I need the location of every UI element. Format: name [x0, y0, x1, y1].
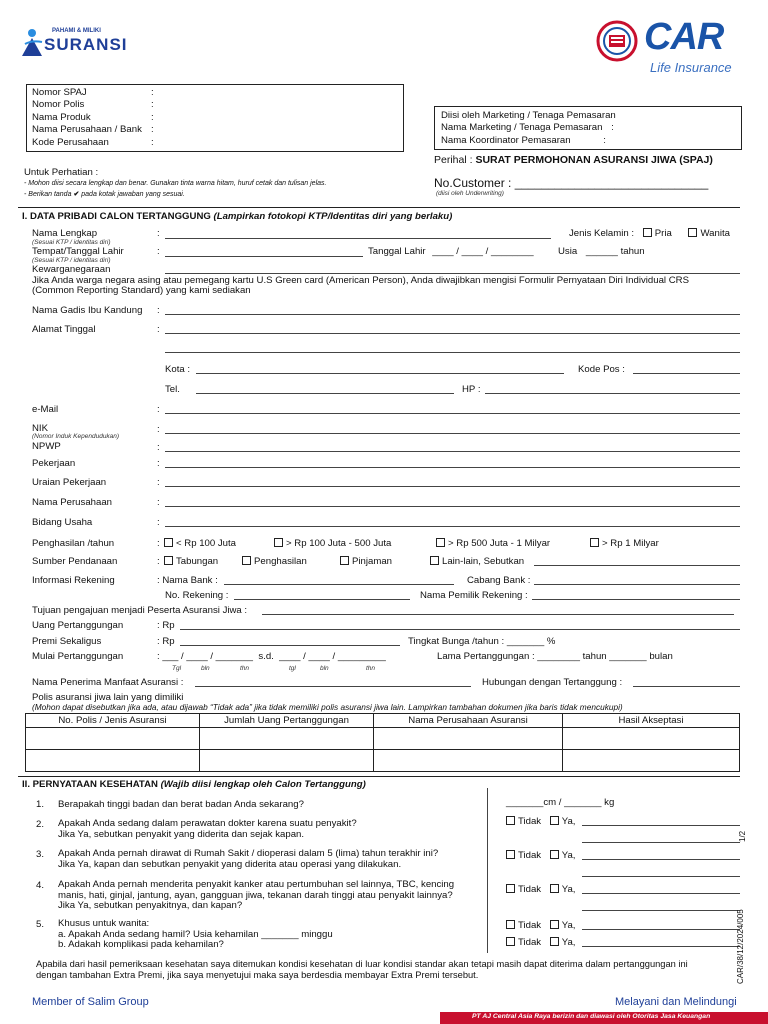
penghasilan-opt-4[interactable]: > Rp 1 Milyar	[590, 538, 659, 549]
marketing-coord-label: Nama Koordinator Pemasaran	[441, 134, 571, 146]
sumber-opt-lain[interactable]: Lain-lain, Sebutkan	[430, 556, 524, 567]
checkmark-icon: ✔	[73, 191, 80, 198]
label-mulai: Mulai Pertanggungan	[32, 651, 124, 662]
label-rekening: Informasi Rekening	[32, 575, 115, 586]
sumber-opt-pinjaman[interactable]: Pinjaman	[340, 556, 392, 567]
label-ttl: Tempat/Tanggal Lahir	[32, 246, 124, 257]
perihal-label: Perihal :	[434, 154, 476, 166]
label-penghasilan: Penghasilan /tahun	[32, 538, 115, 549]
q3-answer: Tidak Ya,	[506, 850, 575, 861]
q4-text: Apakah Anda pernah menderita penyakit kanker atau pertumbuhan sel lainnya, TBC, kencing manis, hati, ginjal, jantung, ayan, gangguan jiwa, tekanan darah tinggi atau penyakit lainnya? Jika Ya, sebutkan penyakitnya, dan kapan?	[58, 879, 455, 911]
section-1-subtitle: (Lampirkan fotokopi KTP/Identitas diri yang berlaku)	[213, 211, 453, 222]
label-penerima: Nama Penerima Manfaat Asuransi :	[32, 677, 184, 688]
footer-slogan: Melayani dan Melindungi	[615, 996, 737, 1008]
table-row[interactable]	[26, 728, 740, 750]
footer-legal: PT AJ Central Asia Raya berizin dan diawasi oleh Otoritas Jasa Keuangan	[472, 1013, 711, 1020]
polis-lain-table	[25, 713, 740, 772]
q3-number: 3.	[36, 849, 45, 860]
gadis-field[interactable]	[165, 314, 740, 315]
attention-line-2-a: - Berikan tanda	[24, 191, 72, 198]
customer-note: (diisi oleh Underwriting)	[436, 190, 504, 197]
tingkat-bunga[interactable]: Tingkat Bunga /tahun : _______ %	[408, 636, 556, 647]
label-no-rekening: No. Rekening :	[165, 590, 229, 601]
q2-field-1[interactable]	[582, 825, 740, 826]
label-kode-pos: Kode Pos :	[578, 364, 625, 375]
q1-number: 1.	[36, 799, 45, 810]
ttl-field[interactable]	[165, 256, 363, 257]
section-2-title	[22, 779, 366, 790]
attention-title: Untuk Perhatian :	[24, 167, 99, 178]
q2-text: Apakah Anda sedang dalam perawatan dokter karena suatu penyakit? Jika Ya, sebutkan penyakit yang diderita dan sejak kapan.	[58, 818, 357, 840]
asuransi-logo-mark-icon	[20, 28, 44, 58]
usia	[558, 246, 645, 257]
q5b-tidak-checkbox[interactable]	[506, 937, 515, 946]
attention-line-2-b: pada kotak jawaban yang sesuai.	[81, 191, 185, 198]
pria-label: Pria	[654, 228, 672, 239]
date-hint: thn	[240, 665, 250, 672]
nik-field[interactable]	[165, 433, 740, 434]
penghasilan-opt-3[interactable]: > Rp 500 Juta - 1 Milyar	[436, 538, 550, 549]
tahun-label: tahun	[620, 246, 645, 257]
label-nik: NIK	[32, 423, 48, 434]
info-colon: :	[151, 99, 154, 111]
nama-bank-field[interactable]	[224, 584, 454, 585]
q5b-field[interactable]	[582, 946, 740, 947]
label-gadis: Nama Gadis Ibu Kandung	[32, 305, 143, 316]
info-item-label: Nomor Polis	[32, 99, 85, 111]
q4-number: 4.	[36, 880, 45, 891]
perusahaan-field[interactable]	[165, 506, 740, 507]
q5b-ya-checkbox[interactable]	[550, 937, 559, 946]
date-hint: tgl	[289, 665, 296, 672]
marketing-title: Diisi oleh Marketing / Tenaga Pemasaran	[441, 110, 616, 121]
table-header: No. Polis / Jenis Asuransi	[26, 714, 200, 728]
q5a-answer: Tidak Ya,	[506, 920, 575, 931]
kewarganegaraan-field[interactable]	[165, 273, 740, 274]
label-tujuan: Tujuan pengajuan menjadi Peserta Asuransi Jiwa :	[32, 605, 248, 616]
sumber-lain-field[interactable]	[534, 565, 740, 566]
penghasilan-opt-2[interactable]: > Rp 100 Juta - 500 Juta	[274, 538, 391, 549]
closing-statement: Apabila dari hasil pemeriksaan kesehatan saya ditemukan kondisi kesehatan di luar kondisi standar akan tetapi masih dapat diterima dalam pertanggungan ini dengan tambahan Extra Premi, jika saya menyetujui maka saya berdesdia membayar Extra Premi tersebut.	[36, 959, 688, 980]
q2-field-2[interactable]	[582, 842, 740, 843]
q5a-tidak-checkbox[interactable]	[506, 920, 515, 929]
pria-checkbox[interactable]	[643, 228, 652, 237]
label-tel: Tel.	[165, 384, 180, 395]
footer-member: Member of Salim Group	[32, 996, 149, 1008]
kode-pos-field[interactable]	[633, 373, 740, 374]
jenis-kelamin	[569, 228, 730, 239]
asuransi-logo	[20, 22, 128, 62]
tanggal-lahir-label: Tanggal Lahir	[368, 246, 426, 257]
label-alamat: Alamat Tinggal	[32, 324, 96, 335]
label-perusahaan: Nama Perusahaan	[32, 497, 112, 508]
usia-label: Usia	[558, 246, 578, 257]
marketing-name-label: Nama Marketing / Tenaga Pemasaran	[441, 122, 603, 134]
marketing-box	[434, 106, 742, 150]
up-field[interactable]	[180, 629, 740, 630]
info-colon: :	[151, 124, 154, 136]
wanita-checkbox[interactable]	[688, 228, 697, 237]
hubungan-field[interactable]	[633, 686, 740, 687]
form-code: CAR/38/12/2024/005	[736, 909, 745, 984]
polis-note: (Mohon dapat disebutkan jika ada, atau dijawab “Tidak ada” jika tidak memiliki polis asuransi jiwa lain. Lampirkan tambahan dokumen jika baris tidak mencukupi)	[32, 702, 623, 712]
jenis-kelamin-label: Jenis Kelamin :	[569, 228, 635, 239]
perihal-value: SURAT PERMOHONAN ASURANSI JIWA (SPAJ)	[475, 154, 713, 166]
customer-field[interactable]: _____________________________	[514, 176, 709, 190]
section-1-title	[22, 211, 452, 222]
q5a-ya-checkbox[interactable]	[550, 920, 559, 929]
kota-field[interactable]	[196, 373, 564, 374]
table-row[interactable]	[26, 750, 740, 772]
perihal	[434, 154, 713, 166]
q2-answer: Tidak Ya,	[506, 816, 575, 827]
alamat-field-2[interactable]	[165, 352, 740, 353]
label-hubungan: Hubungan dengan Tertanggung :	[482, 677, 623, 688]
life-insurance-label: Life Insurance	[650, 60, 732, 75]
label-npwp: NPWP	[32, 441, 61, 452]
q4-tidak-checkbox[interactable]	[506, 884, 515, 893]
hp-field[interactable]	[485, 393, 740, 394]
pemilik-field[interactable]	[532, 599, 740, 600]
label-email: e-Mail	[32, 404, 59, 415]
info-item-label: Kode Perusahaan	[32, 136, 109, 148]
tanggal-lahir-field[interactable]: ____ / ____ / ________	[432, 246, 534, 257]
sumber-opt-tabungan[interactable]: Tabungan	[164, 556, 218, 567]
ktp-note-2: (Sesuai KTP / identitas diri)	[32, 257, 111, 264]
label-premi: Premi Sekaligus	[32, 636, 102, 647]
pekerjaan-field[interactable]	[165, 467, 740, 468]
q2-number: 2.	[36, 819, 45, 830]
section-2-subtitle: (Wajib diisi lengkap oleh Calon Tertanggung)	[160, 779, 366, 790]
attention-line-2	[24, 190, 185, 198]
date-hint: bln	[201, 665, 210, 672]
q2-tidak-checkbox[interactable]	[506, 816, 515, 825]
q2-ya-checkbox[interactable]	[550, 816, 559, 825]
customer-number	[434, 176, 708, 190]
info-colon: :	[151, 136, 154, 148]
section-2-heading: II. PERNYATAAN KESEHATAN	[22, 779, 158, 790]
label-bidang: Bidang Usaha	[32, 517, 93, 528]
info-colon: :	[151, 87, 154, 98]
nik-note: (Nomor Induk Kependudukan)	[32, 433, 120, 440]
q3-ya-checkbox[interactable]	[550, 850, 559, 859]
table-header: Hasil Akseptasi	[563, 714, 740, 728]
table-header: Jumlah Uang Pertanggungan	[200, 714, 374, 728]
bidang-field[interactable]	[165, 526, 740, 527]
tujuan-field[interactable]	[262, 614, 734, 615]
npwp-field[interactable]	[165, 451, 740, 452]
car-logo	[596, 18, 746, 78]
tel-field[interactable]	[196, 393, 454, 394]
ktp-note: (Sesuai KTP / identitas diri)	[32, 239, 111, 246]
info-item-label: Nama Perusahaan / Bank	[32, 124, 142, 136]
label-cabang-bank: Cabang Bank :	[467, 575, 531, 586]
penerima-field[interactable]	[195, 686, 471, 687]
up-prefix: : Rp	[157, 620, 175, 631]
date-hint: thn	[366, 665, 376, 672]
q3-text: Apakah Anda pernah dirawat di Rumah Sakit / dioperasi dalam 5 (lima) tahun terakhir ini? Jika Ya, kapan dan sebutkan penyakit yang diderita atau operasi yang dilakukan.	[58, 848, 439, 870]
q3-tidak-checkbox[interactable]	[506, 850, 515, 859]
q4-answer: Tidak Ya,	[506, 884, 575, 895]
nama-lengkap-field[interactable]	[165, 238, 551, 239]
label-hp: HP :	[462, 384, 481, 395]
attention-line-1: - Mohon diisi secara lengkap dan benar. Gunakan tinta warna hitam, huruf cetak dan tulisan jelas.	[24, 180, 327, 187]
label-sumber: Sumber Pendanaan	[32, 556, 118, 567]
section-1-heading: I. DATA PRIBADI CALON TERTANGGUNG	[22, 211, 211, 222]
penghasilan-opt-1[interactable]: < Rp 100 Juta	[164, 538, 236, 549]
date-hint: bln	[320, 665, 329, 672]
label-uraian: Uraian Pekerjaan	[32, 477, 107, 488]
q4-field-2[interactable]	[582, 910, 740, 911]
asuransi-tagline: PAHAMI & MILIKI	[52, 28, 101, 34]
q1-text: Berapakah tinggi badan dan berat badan Anda sekarang?	[58, 799, 304, 810]
q5-text: Khusus untuk wanita: a. Apakah Anda sedang hamil? Usia kehamilan _______ minggu b. Adakah komplikasi pada kehamilan?	[58, 918, 333, 950]
label-pekerjaan: Pekerjaan	[32, 458, 76, 469]
sumber-opt-penghasilan[interactable]: Penghasilan	[242, 556, 307, 567]
label-pemilik: Nama Pemilik Rekening :	[420, 590, 528, 601]
car-word: CAR	[644, 16, 724, 58]
q4-field-1[interactable]	[582, 893, 740, 894]
policy-info-box	[26, 84, 404, 152]
customer-label: No.Customer :	[434, 176, 512, 190]
alamat-field-1[interactable]	[165, 333, 740, 334]
q4-ya-checkbox[interactable]	[550, 884, 559, 893]
wanita-label: Wanita	[700, 228, 730, 239]
crs-line-1: Jika Anda warga negara asing atau pemegang kartu U.S Green card (American Person), Anda diwajibkan mengisi Formulir Pernyataan Diri Individual CRS	[32, 275, 689, 286]
date-hint: Tgl	[172, 665, 182, 672]
cabang-bank-field[interactable]	[534, 584, 740, 585]
table-header: Nama Perusahaan Asuransi	[374, 714, 563, 728]
label-nama-lengkap: Nama Lengkap	[32, 228, 98, 239]
page-number: 1/2	[738, 830, 747, 842]
label-nama-bank: : Nama Bank :	[157, 575, 218, 586]
q3-field-1[interactable]	[582, 859, 740, 860]
no-rekening-field[interactable]	[234, 599, 410, 600]
crs-line-2: (Common Reporting Standard) yang kami sediakan	[32, 285, 251, 296]
car-emblem-icon	[596, 20, 638, 62]
usia-field[interactable]: ______	[585, 246, 618, 257]
premi-prefix: : Rp	[157, 636, 175, 647]
marketing-colon: :	[611, 122, 614, 134]
premi-field[interactable]	[180, 645, 400, 646]
marketing-colon: :	[603, 134, 606, 146]
info-item-label: Nama Produk	[32, 111, 91, 123]
label-kota: Kota :	[165, 364, 191, 375]
email-field[interactable]	[165, 413, 740, 414]
q5b-answer: Tidak Ya,	[506, 937, 575, 948]
uraian-field[interactable]	[165, 486, 740, 487]
label-up: Uang Pertanggungan	[32, 620, 124, 631]
section-2-divider	[487, 788, 488, 953]
q3-field-2[interactable]	[582, 876, 740, 877]
q5-number: 5.	[36, 919, 45, 930]
lama-field[interactable]: Lama Pertanggungan : ________ tahun _______ bulan	[437, 651, 673, 662]
tanggal-lahir	[368, 246, 534, 257]
q1-answer[interactable]: _______cm / _______ kg	[506, 797, 615, 808]
label-polis-lain: Polis asuransi jiwa lain yang dimiliki	[32, 692, 184, 703]
info-item-label: Nomor SPAJ	[32, 87, 87, 98]
asuransi-word: SURANSI	[44, 35, 128, 54]
info-colon: :	[151, 111, 154, 123]
mulai-field[interactable]: : ___ / ____ / _______ s.d. ____ / ____ / _________	[157, 651, 386, 662]
q5a-field[interactable]	[582, 929, 740, 930]
label-kewarganegaraan: Kewarganegaraan	[32, 264, 111, 275]
